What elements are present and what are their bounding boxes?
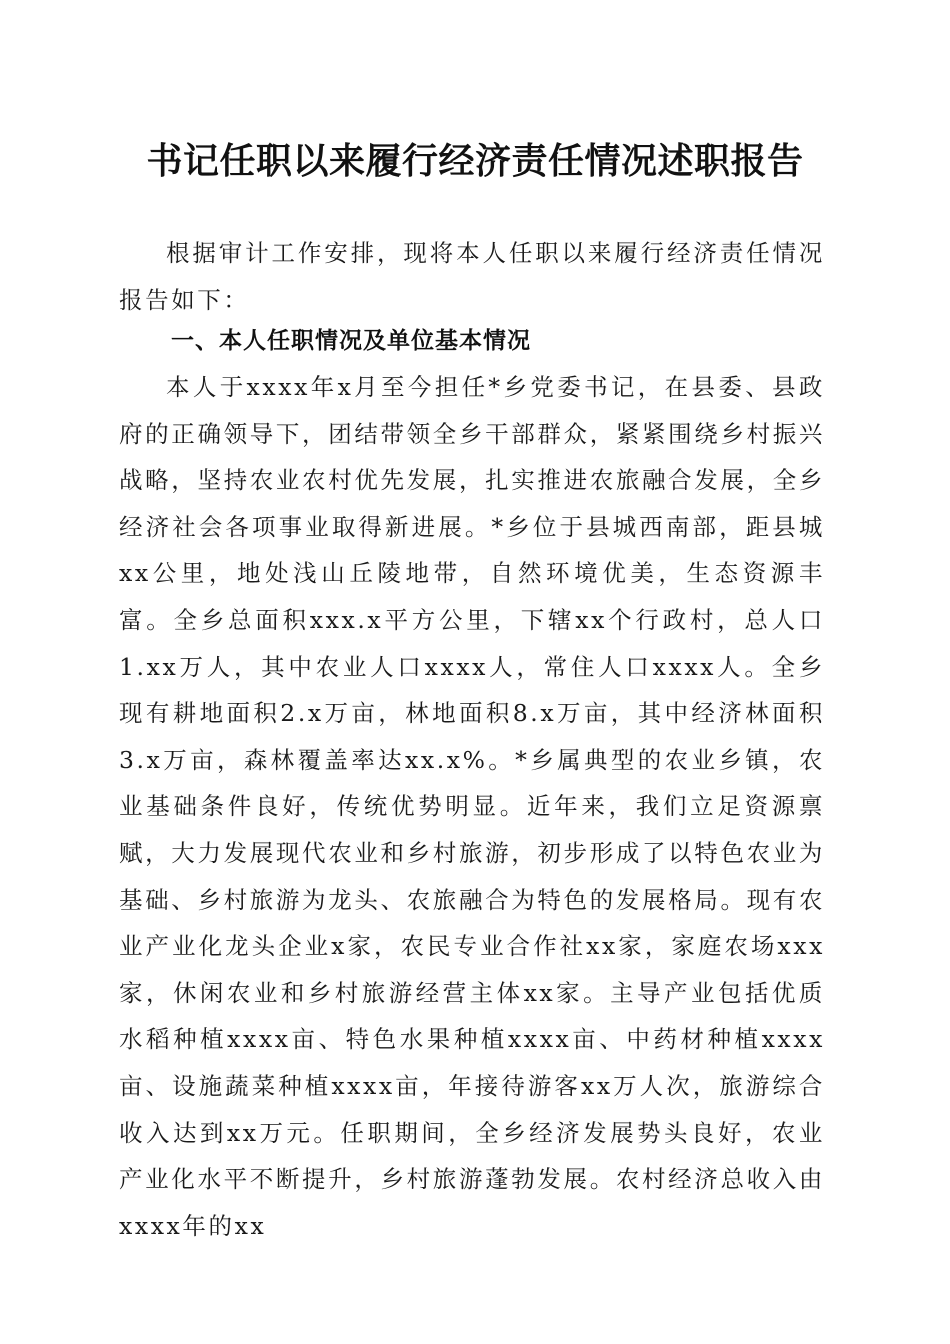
section-paragraph: 本人于xxxx年x月至今担任*乡党委书记，在县委、县政府的正确领导下，团结带领全乡干部群众，紧紧围绕乡村振兴战略，坚持农业农村优先发展，扎实推进农旅融合发展，全乡经济社会各项事业取得新进展。*乡位于县城西南部，距县城xx公里，地处浅山丘陵地带，自然环境优美，生态资源丰富。全乡总面积xxx.x平方公里，下辖xx个行政村，总人口1.xx万人，其中农业人口xxxx人，常住人口xxxx人。全乡现有耕地面积2.x万亩，林地面积8.x万亩，其中经济林面积3.x万亩，森林覆盖率达xx.x%。*乡属典型的农业乡镇，农业基础条件良好，传统优势明显。近年来，我们立足资源禀赋，大力发展现代农业和乡村旅游，初步形成了以特色农业为基础、乡村旅游为龙头、农旅融合为特色的发展格局。现有农业产业化龙头企业x家，农民专业合作社xx家，家庭农场xxx家，休闲农业和乡村旅游经营主体xx家。主导产业包括优质水稻种植xxxx亩、特色水果种植xxxx亩、中药材种植xxxx亩、设施蔬菜种植xxxx亩，年接待游客xx万人次，旅游综合收入达到xx万元。任职期间，全乡经济发展势头良好，农业产业化水平不断提升，乡村旅游蓬勃发展。农村经济总收入由xxxx年的xx (119, 373, 825, 1240)
document-title: 书记任职以来履行经济责任情况述职报告 (146, 140, 804, 182)
intro-paragraph: 根据审计工作安排，现将本人任职以来履行经济责任情况报告如下： (119, 239, 825, 314)
section-heading: 一、本人任职情况及单位基本情况 (171, 328, 531, 354)
